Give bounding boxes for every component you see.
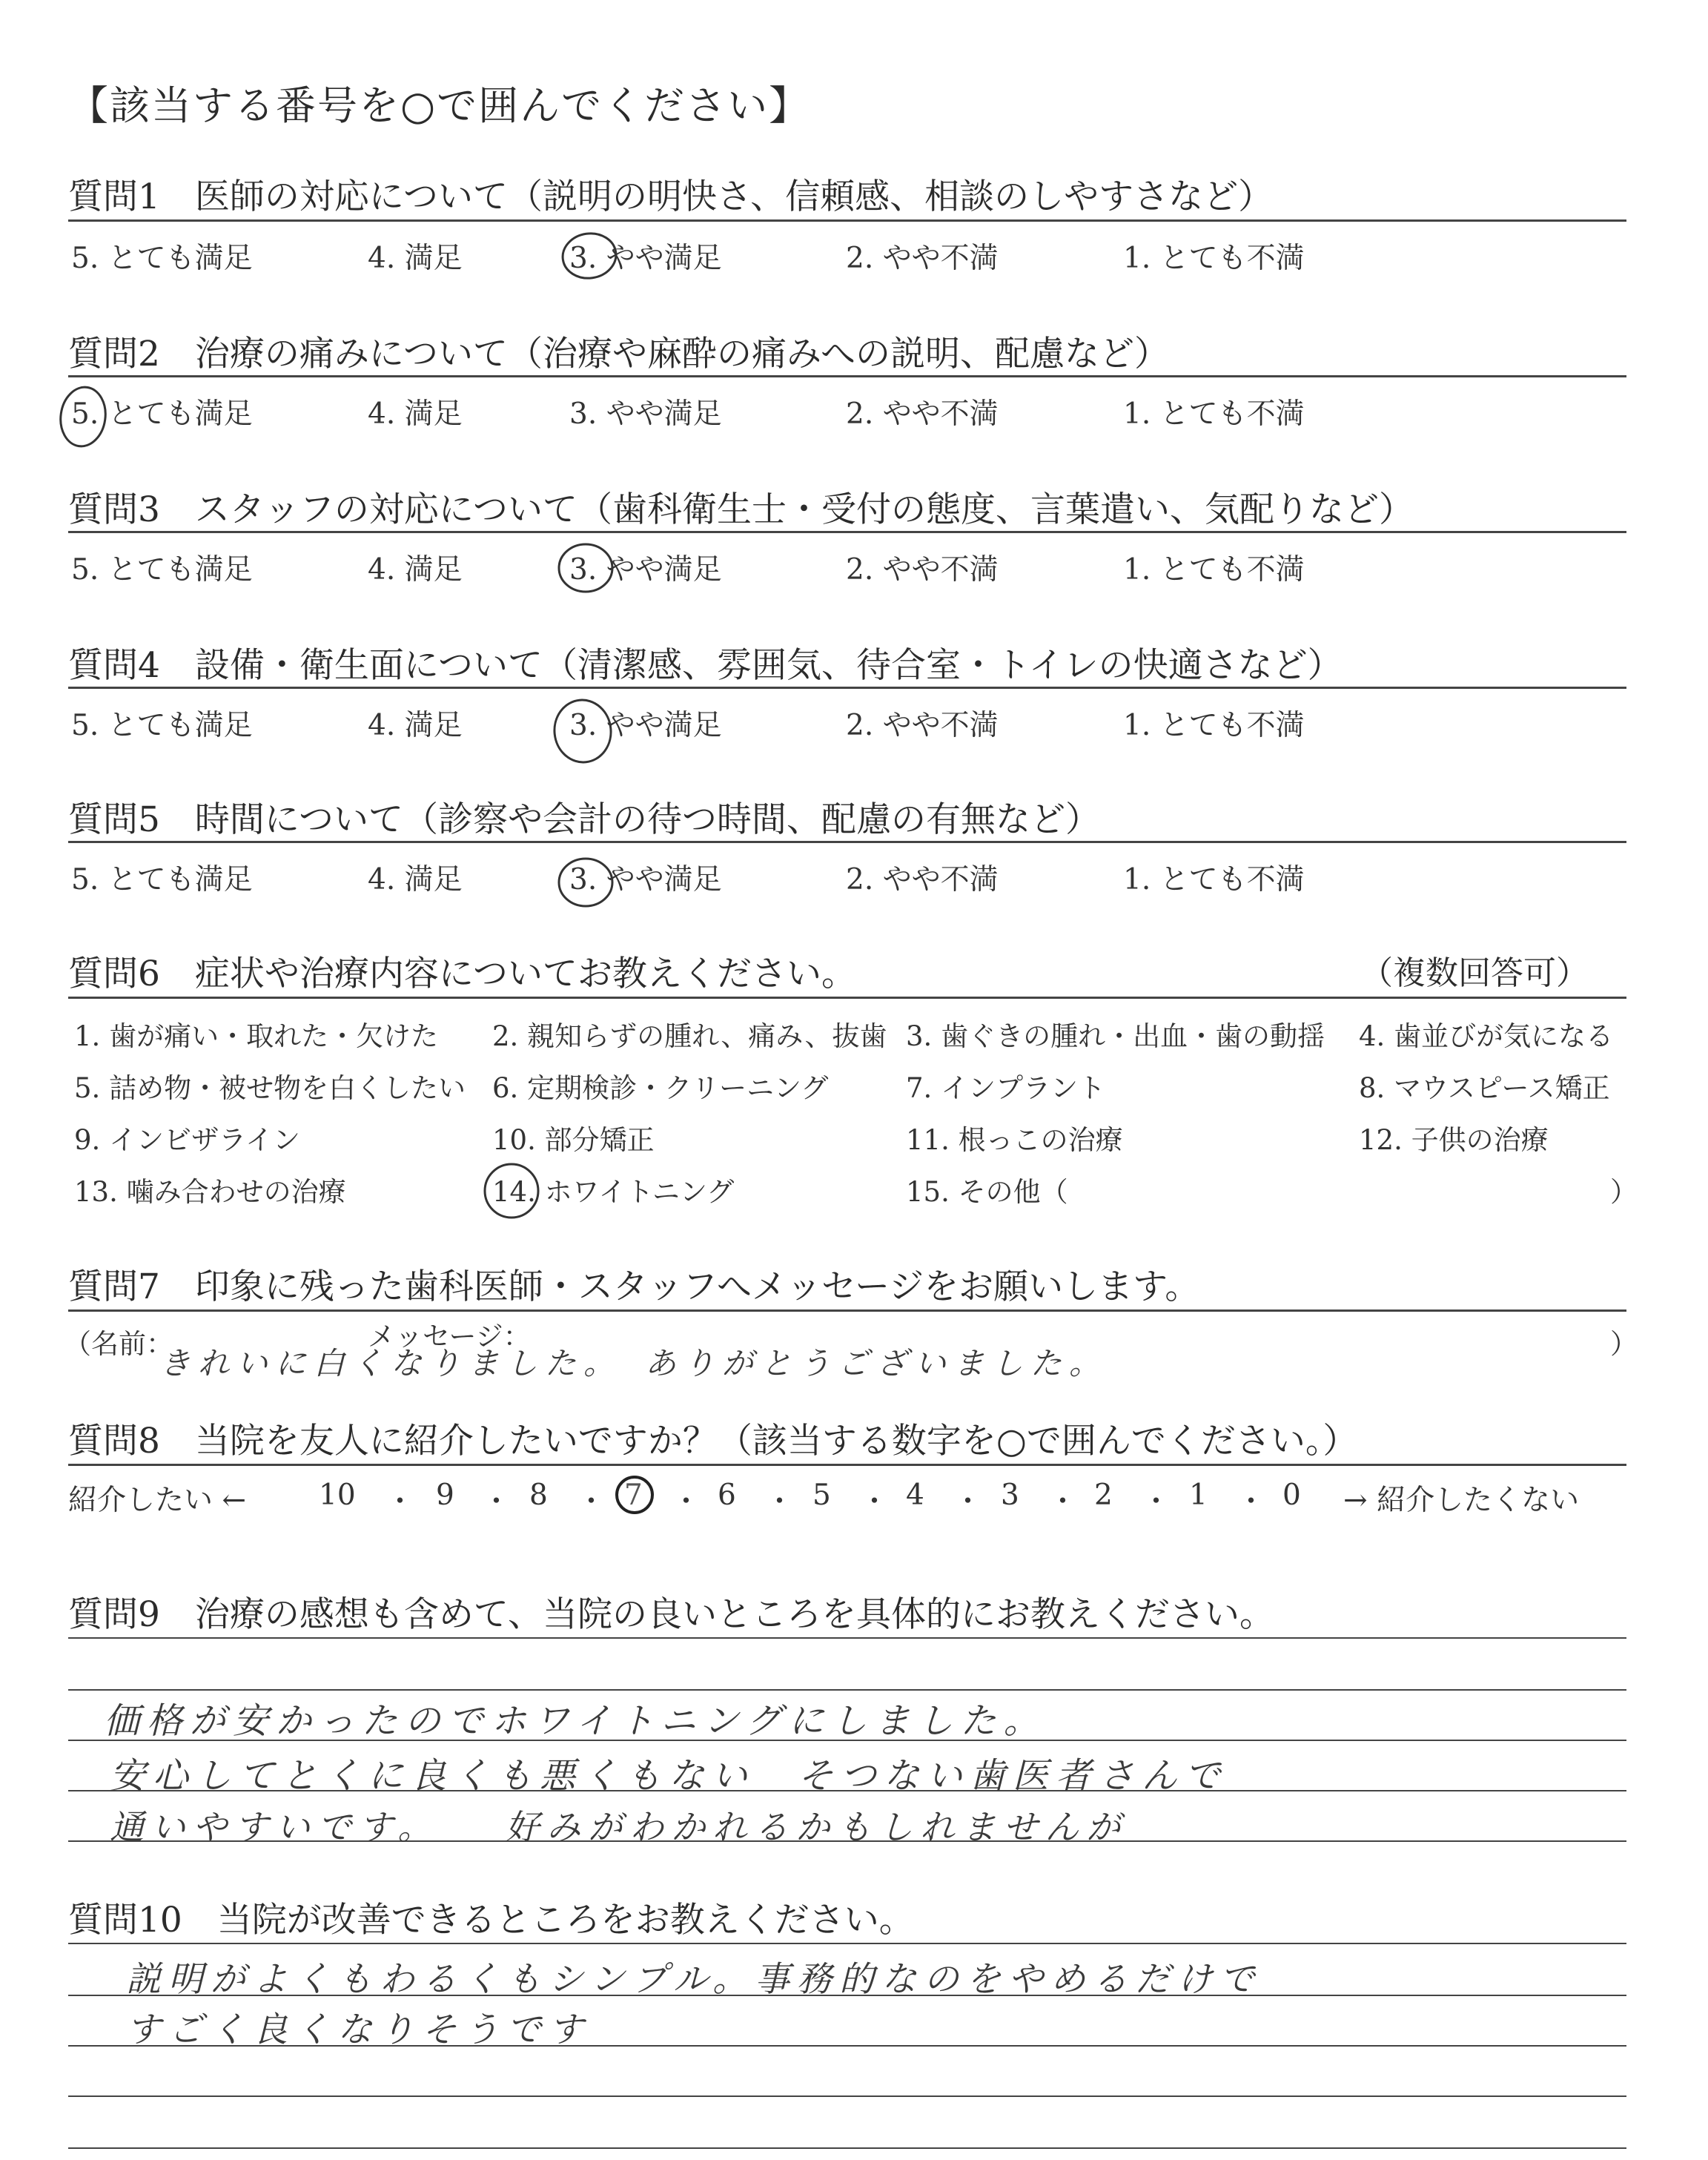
- q7-close-paren: ）: [1610, 1328, 1638, 1360]
- message-label: メッセージ：: [368, 1321, 531, 1353]
- q5-selected-circle: [559, 859, 612, 906]
- q5-option-1[interactable]: 1. とても不満: [1123, 863, 1305, 896]
- scale-0[interactable]: 0: [1282, 1479, 1301, 1512]
- scale-5[interactable]: 5: [812, 1479, 831, 1512]
- scale-separator: ・: [953, 1485, 983, 1519]
- multiple-answer-note: （複数回答可）: [1360, 954, 1589, 992]
- scale-3[interactable]: 3: [1001, 1479, 1019, 1512]
- q4-option-1[interactable]: 1. とても不満: [1123, 709, 1305, 742]
- q6-option-4[interactable]: 4. 歯並びが気になる: [1359, 1020, 1614, 1052]
- q5-option-2[interactable]: 2. やや不満: [846, 863, 999, 896]
- scale-separator: ・: [765, 1485, 795, 1519]
- handwritten-message[interactable]: きれいに白くなりました。 ありがとうございました。: [159, 1345, 1108, 1381]
- q10-answer-line-2[interactable]: すごく良くなりそうです: [126, 2009, 591, 2050]
- scale-8[interactable]: 8: [529, 1479, 548, 1512]
- scale-separator: ・: [672, 1485, 701, 1519]
- q5-option-5[interactable]: 5. とても満足: [71, 863, 253, 896]
- q8-selected-circle: [617, 1477, 652, 1513]
- q3-option-2[interactable]: 2. やや不満: [846, 553, 999, 587]
- q3-selected-circle: [559, 544, 612, 592]
- scale-10[interactable]: 10: [319, 1479, 356, 1512]
- q6-option-2[interactable]: 2. 親知らずの腫れ、痛み、抜歯: [492, 1020, 887, 1052]
- q2-option-5[interactable]: 5. とても満足: [71, 397, 253, 431]
- q6-option-11[interactable]: 11. 根っこの治療: [906, 1124, 1123, 1156]
- q6-option-5[interactable]: 5. 詰め物・被せ物を白くしたい: [74, 1072, 466, 1104]
- scale-6[interactable]: 6: [718, 1479, 736, 1512]
- q5-option-3[interactable]: 3. やや満足: [569, 863, 722, 896]
- q9-answer-line-1[interactable]: 価格が安かったのでホワイトニングにしました。: [104, 1700, 1047, 1742]
- q6-option-1[interactable]: 1. 歯が痛い・取れた・欠けた: [74, 1020, 439, 1052]
- q3-option-3[interactable]: 3. やや満足: [569, 553, 722, 587]
- question-9-title: 質問9 治療の感想も含めて、当院の良いところを具体的にお教えください。: [68, 1594, 1274, 1635]
- q2-option-2[interactable]: 2. やや不満: [846, 397, 999, 431]
- q6-option-3[interactable]: 3. 歯ぐきの腫れ・出血・歯の動揺: [906, 1020, 1325, 1052]
- q2-option-1[interactable]: 1. とても不満: [1123, 397, 1305, 431]
- scale-separator: ・: [577, 1485, 606, 1519]
- q9-answer-line-3[interactable]: 通いやすいです。 好みがわかれるかもしれませんが: [110, 1807, 1128, 1847]
- q3-option-5[interactable]: 5. とても満足: [71, 553, 253, 587]
- recommend-right-label: → 紹介したくない: [1343, 1484, 1580, 1517]
- question-2-title: 質問2 治療の痛みについて（治療や麻酔の痛みへの説明、配慮など）: [68, 334, 1170, 374]
- q6-option-12[interactable]: 12. 子供の治療: [1359, 1124, 1549, 1156]
- scale-separator: ・: [482, 1485, 512, 1519]
- q6-option-6[interactable]: 6. 定期検診・クリーニング: [492, 1072, 829, 1104]
- q4-option-4[interactable]: 4. 満足: [368, 709, 463, 742]
- q3-option-1[interactable]: 1. とても不満: [1123, 553, 1305, 587]
- q1-option-4[interactable]: 4. 満足: [368, 242, 463, 275]
- scale-separator: ・: [860, 1485, 890, 1519]
- question-10-title: 質問10 当院が改善できるところをお教えください。: [68, 1900, 914, 1941]
- q2-option-3[interactable]: 3. やや満足: [569, 397, 722, 431]
- q2-option-4[interactable]: 4. 満足: [368, 397, 463, 431]
- q5-option-4[interactable]: 4. 満足: [368, 863, 463, 896]
- q6-option-10[interactable]: 10. 部分矯正: [492, 1124, 655, 1156]
- question-3-title: 質問3 スタッフの対応について（歯科衛生士・受付の態度、言葉遣い、気配りなど）: [68, 489, 1414, 530]
- page-title: 【該当する番号を○で囲んでください】: [68, 82, 811, 129]
- q1-selected-circle: [560, 230, 619, 281]
- q4-option-5[interactable]: 5. とても満足: [71, 709, 253, 742]
- scale-separator: ・: [1048, 1485, 1078, 1519]
- scale-9[interactable]: 9: [436, 1479, 454, 1512]
- question-5-title: 質問5 時間について（診察や会計の待つ時間、配慮の有無など）: [68, 799, 1100, 840]
- q4-option-3[interactable]: 3. やや満足: [569, 709, 722, 742]
- scale-2[interactable]: 2: [1094, 1479, 1113, 1512]
- q6-option-8[interactable]: 8. マウスピース矯正: [1359, 1072, 1610, 1104]
- q6-option-15[interactable]: 15. その他（: [906, 1176, 1068, 1208]
- scale-separator: ・: [1142, 1485, 1171, 1519]
- q1-option-3[interactable]: 3. やや満足: [569, 242, 722, 275]
- question-4-title: 質問4 設備・衛生面について（清潔感、雰囲気、待合室・トイレの快適さなど）: [68, 645, 1343, 686]
- q6-option-7[interactable]: 7. インプラント: [906, 1072, 1106, 1104]
- recommend-left-label: 紹介したい ←: [68, 1484, 247, 1517]
- scale-separator: ・: [1237, 1485, 1266, 1519]
- q1-option-2[interactable]: 2. やや不満: [846, 242, 999, 275]
- q6-option-14[interactable]: 14. ホワイトニング: [492, 1176, 735, 1208]
- q10-answer-line-1[interactable]: 説明がよくもわるくもシンプル。事務的なのをやめるだけで: [126, 1959, 1262, 2000]
- scale-separator: ・: [385, 1485, 415, 1519]
- scale-7[interactable]: 7: [624, 1479, 643, 1512]
- q3-option-4[interactable]: 4. 満足: [368, 553, 463, 587]
- q2-selected-circle: [57, 384, 110, 449]
- question-6-title: 質問6 症状や治療内容についてお教えください。: [68, 954, 856, 994]
- scale-4[interactable]: 4: [906, 1479, 924, 1512]
- name-label: （名前：: [64, 1328, 173, 1360]
- q9-answer-line-2[interactable]: 安心してとくに良くも悪くもない そつない歯医者さんで: [110, 1755, 1228, 1797]
- question-1-title: 質問1 医師の対応について（説明の明快さ、信頼感、相談のしやすさなど）: [68, 176, 1274, 217]
- question-7-title: 質問7 印象に残った歯科医師・スタッフへメッセージをお願いします。: [68, 1266, 1200, 1307]
- q6-option-9[interactable]: 9. インビザライン: [74, 1124, 300, 1156]
- scale-1[interactable]: 1: [1189, 1479, 1208, 1512]
- q1-option-5[interactable]: 5. とても満足: [71, 242, 253, 275]
- q1-option-1[interactable]: 1. とても不満: [1123, 242, 1305, 275]
- q4-option-2[interactable]: 2. やや不満: [846, 709, 999, 742]
- q6-option-13[interactable]: 13. 噛み合わせの治療: [74, 1176, 346, 1208]
- q4-selected-circle: [552, 697, 614, 764]
- q6-selected-circle: [485, 1164, 538, 1218]
- question-8-title: 質問8 当院を友人に紹介したいですか？（該当する数字を○で囲んでください。）: [68, 1421, 1358, 1462]
- q6-other-close-paren: ）: [1610, 1176, 1638, 1208]
